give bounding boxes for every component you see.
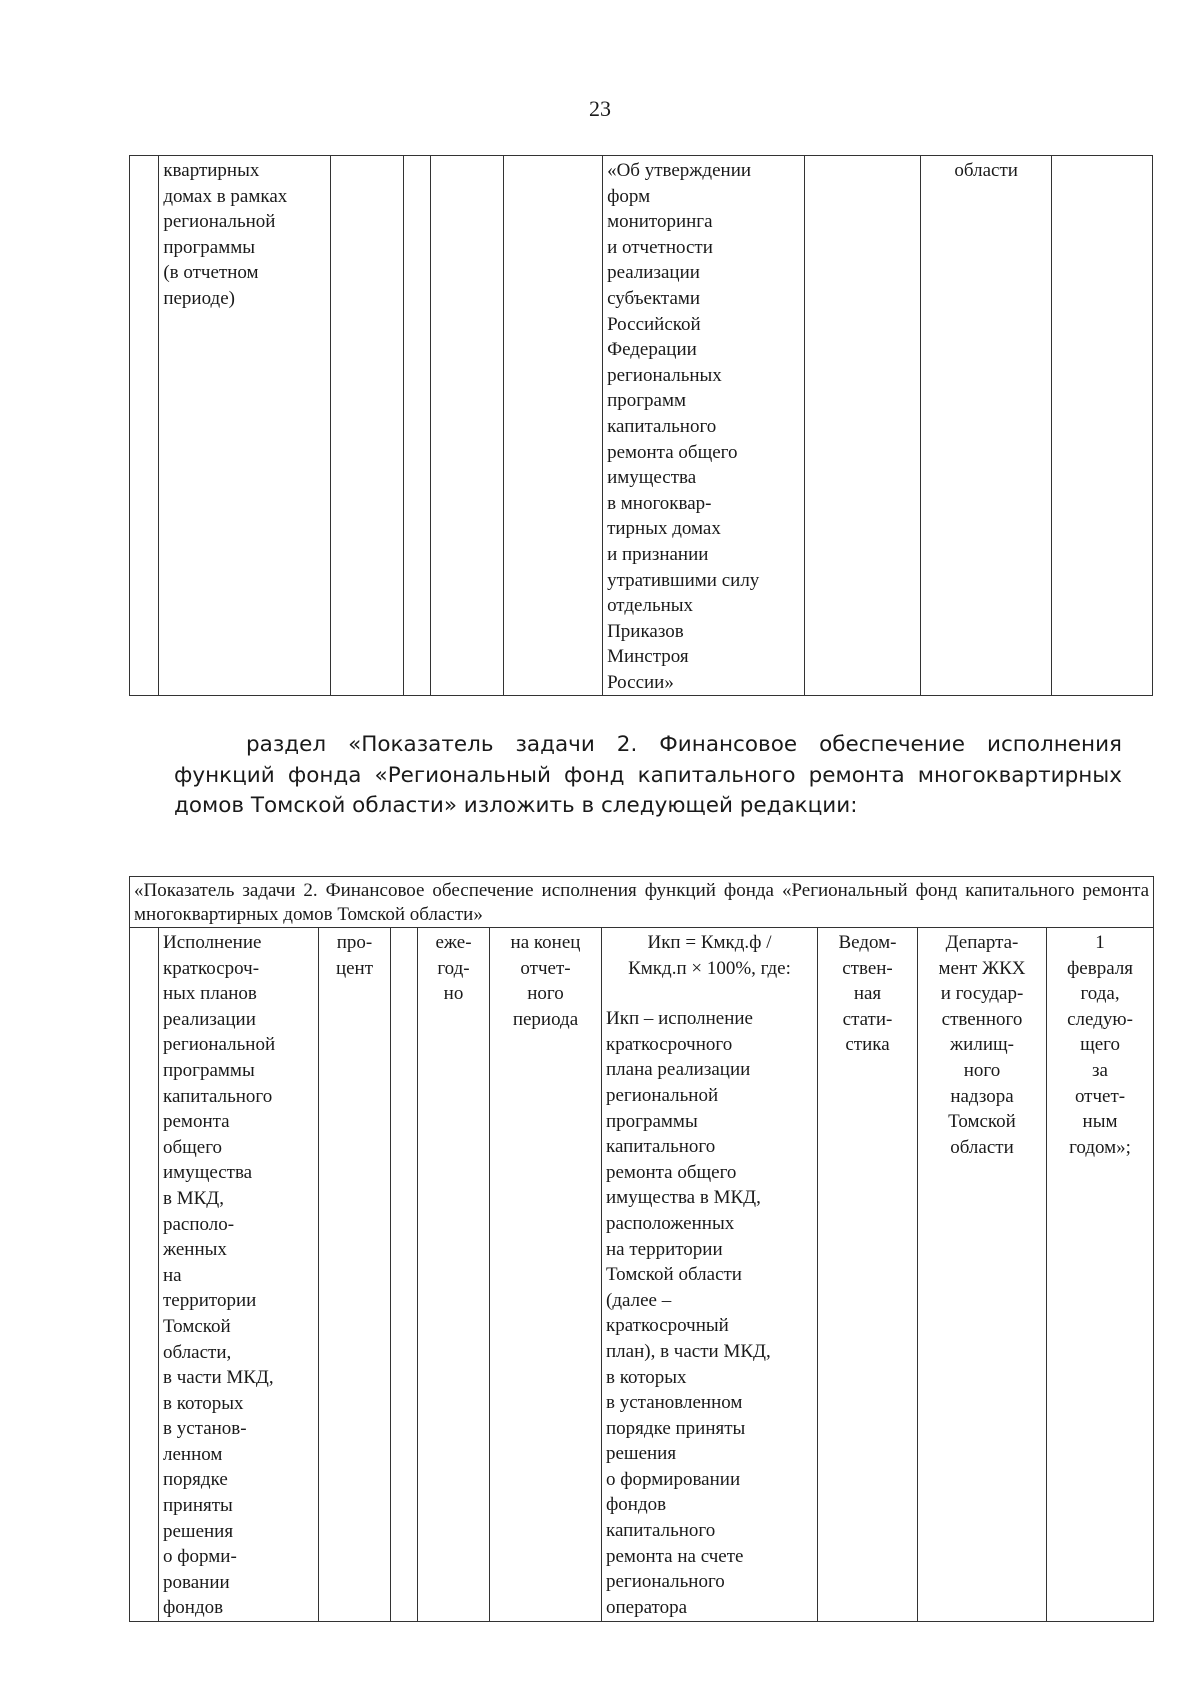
period-cell bbox=[504, 156, 603, 696]
table-row bbox=[130, 156, 1153, 696]
unit-cell bbox=[331, 156, 404, 696]
table-row bbox=[130, 928, 1154, 1622]
frequency-cell bbox=[431, 156, 504, 696]
empty-cell bbox=[391, 928, 418, 1622]
deadline-cell: 1 февраля года, следую- щего за отчет- ным годом»; bbox=[1047, 928, 1154, 1622]
indicator-table bbox=[129, 876, 1154, 1622]
deadline-cell bbox=[1051, 156, 1152, 696]
source-cell: Ведом- ствен- ная стати- стика bbox=[818, 928, 918, 1622]
table-caption: «Показатель задачи 2. Финансовое обеспечение исполнения функций фонда «Региональный фонд капитального ремонта многоквартирных домов Томской области» bbox=[130, 877, 1154, 928]
source-cell bbox=[805, 156, 921, 696]
method-cell bbox=[602, 928, 818, 1622]
amendment-paragraph bbox=[174, 730, 1122, 822]
frequency-cell: еже- год- но bbox=[418, 928, 490, 1622]
responsible-cell: области bbox=[921, 156, 1051, 696]
empty-cell bbox=[403, 156, 430, 696]
amendment-text: раздел «Показатель задачи 2. Финансовое обеспечение исполнения функций фонда «Региональный фонд капитального ремонта многоквартирных домов Томской области» изложить в следующей редакции: bbox=[174, 732, 1122, 818]
page-number: 23 bbox=[589, 96, 611, 121]
indicator-name-cell: Исполнение краткосроч- ных планов реализации региональной программы капитального ремонта общего имущества в МКД, располо- женных на территории Томской области, в части МКД, в которых в установ- ленном порядке приняты решения о форми- ровании фондов bbox=[159, 928, 319, 1622]
number-cell bbox=[130, 156, 159, 696]
number-cell bbox=[130, 928, 159, 1622]
indicator-name-cell: квартирных домах в рамках региональной программы (в отчетном периоде) bbox=[159, 156, 331, 696]
formula-explanation: Икп – исполнение краткосрочного плана реализации региональной программы капитального ремонта общего имущества в МКД, расположенных на территории Томской области (далее – краткосрочный план), в части МКД, в которых в установленном порядке приняты решения о формировании фондов капитального ремонта на счете регионального оператора bbox=[606, 1008, 771, 1618]
period-cell: на конец отчет- ного периода bbox=[490, 928, 602, 1622]
method-cell: «Об утверждении форм мониторинга и отчетности реализации субъектами Российской Федерации региональных программ капитального ремонта общего имущества в многоквар- тирных домах и признании утратившими силу отдельных Приказов Минстроя России» bbox=[603, 156, 805, 696]
formula: Икп = Кмкд.ф / Кмкд.п × 100%, где: bbox=[628, 932, 791, 979]
table-header-row bbox=[130, 877, 1154, 928]
responsible-cell: Департа- мент ЖКХ и государ- ственного жилищ- ного надзора Томской области bbox=[918, 928, 1047, 1622]
unit-cell: про- цент bbox=[319, 928, 391, 1622]
indicator-table-continuation bbox=[129, 155, 1153, 696]
